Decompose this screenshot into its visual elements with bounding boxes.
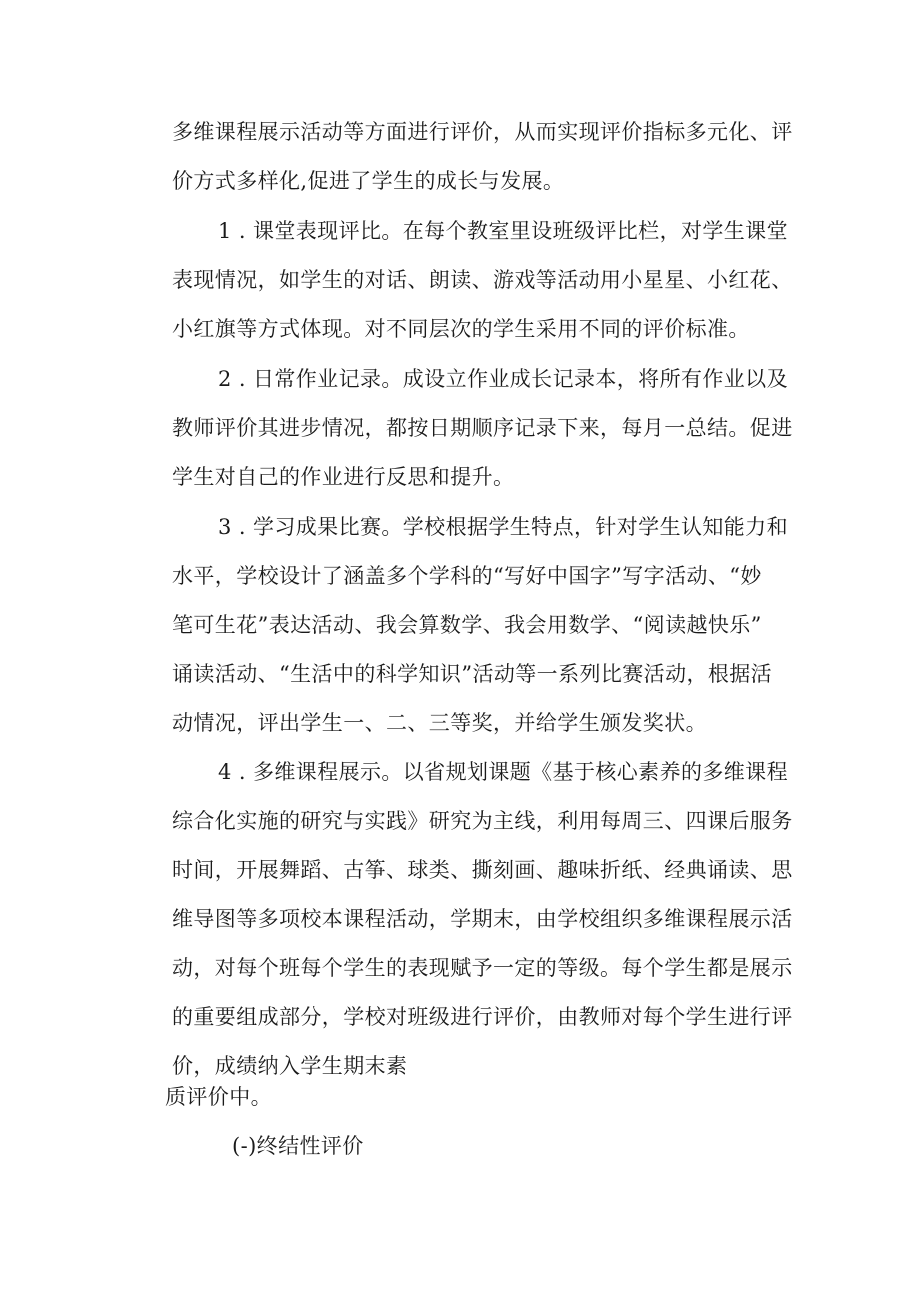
text-line: 动情况，评出学生一、二、三等奖，并给学生颁发奖状。: [172, 711, 707, 735]
text-line: 4 . 多维课程展示。以省规划课题《基于核心素养的多维课程: [218, 760, 788, 784]
text-line: 维导图等多项校本课程活动，学期末，由学校组织多维课程展示活: [172, 907, 793, 931]
text-line: 学生对自己的作业进行反思和提升。: [172, 465, 515, 489]
text-line: 小红旗等方式体现。对不同层次的学生采用不同的评价标准。: [172, 317, 750, 341]
text-line: 多维课程展示活动等方面进行评价，从而实现评价指标多元化、评: [172, 120, 793, 144]
text-line: 3 . 学习成果比赛。学校根据学生特点，针对学生认知能力和: [218, 515, 788, 539]
text-line: 质评价中。: [165, 1085, 272, 1109]
text-line: 2 . 日常作业记录。成设立作业成长记录本，将所有作业以及: [218, 367, 788, 391]
text-line: 水平，学校设计了涵盖多个学科的“写好中国字”写字活动、“妙: [172, 564, 762, 588]
text-line: 动，对每个班每个学生的表现赋予一定的等级。每个学生都是展示: [172, 956, 793, 980]
text-line: 价，成绩纳入学生期末素: [172, 1054, 408, 1078]
text-line: 表现情况，如学生的对话、朗读、游戏等活动用小星星、小红花、: [172, 268, 793, 292]
text-line: 教师评价其进步情况，都按日期顺序记录下来，每月一总结。促进: [172, 416, 793, 440]
text-line: 1 . 课堂表现评比。在每个教室里设班级评比栏，对学生课堂: [218, 219, 788, 243]
section-heading: (-)终结性评价: [232, 1134, 364, 1158]
text-line: 时间，开展舞蹈、古筝、球类、撕刻画、趣味折纸、经典诵读、思: [172, 858, 793, 882]
text-line: 的重要组成部分，学校对班级进行评价，由教师对每个学生进行评: [172, 1005, 793, 1029]
text-line: 价方式多样化,促进了学生的成长与发展。: [172, 169, 565, 193]
text-line: 综合化实施的研究与实践》研究为主线，利用每周三、四课后服务: [172, 809, 793, 833]
text-line: 诵读活动、“生活中的科学知识”活动等一系列比赛活动，根据活: [172, 662, 773, 686]
text-line: 笔可生花”表达活动、我会算数学、我会用数学、“阅读越快乐”: [172, 613, 762, 637]
